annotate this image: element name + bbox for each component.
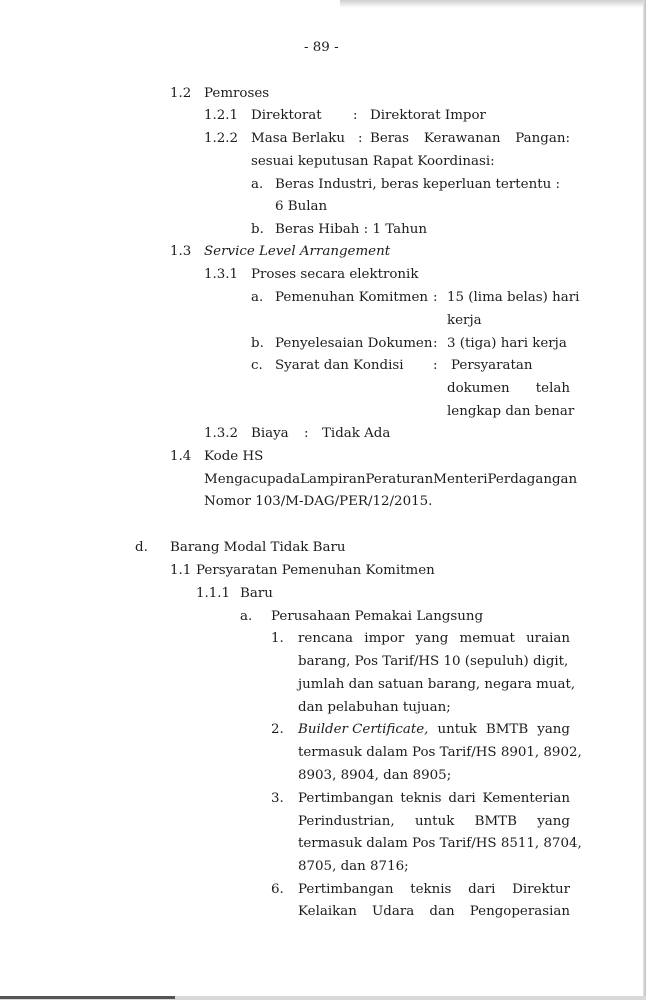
section-d-1-1-1-title: Baru [240, 586, 273, 601]
sla-item-b-marker: b. [251, 336, 264, 351]
list-item-3-line1 [298, 791, 570, 807]
list-item-6-line1 [298, 882, 570, 898]
page-number: - 89 - [304, 40, 339, 55]
word: untuk [414, 814, 455, 829]
sla-item-c-colon: : [433, 358, 438, 373]
sla-item-a-label: Pemenuhan Komitmen [275, 290, 429, 305]
section-1-2-title: Pemroses [204, 86, 270, 101]
section-1-2-1-number: 1.2.1 [204, 108, 239, 123]
word: Mengacu [204, 472, 267, 487]
section-1-3-2-value: Tidak Ada [322, 426, 391, 441]
word: Direktur [512, 882, 570, 897]
word: yang [415, 631, 449, 646]
word: dari [448, 791, 476, 806]
section-1-2-1-value: Direktorat Impor [370, 108, 486, 123]
list-item-2-line1 [298, 722, 570, 738]
section-1-2-2-number: 1.2.2 [204, 131, 239, 146]
word: BMTB [474, 814, 517, 829]
section-1-3-2-label: Biaya [251, 426, 289, 441]
list-item-1-line2: barang, Pos Tarif/HS 10 (sepuluh) digit, [298, 654, 569, 669]
word: rencana [298, 631, 354, 646]
list-item-1-line4: dan pelabuhan tujuan; [298, 700, 451, 715]
word: pada [266, 472, 301, 487]
section-1-4-number: 1.4 [170, 449, 192, 464]
section-1-3-number: 1.3 [170, 244, 192, 259]
sla-item-a-marker: a. [251, 290, 264, 305]
list-item-2-line3: 8903, 8904, dan 8905; [298, 768, 452, 783]
word: uraian [526, 631, 570, 646]
word: Udara [372, 904, 415, 919]
word: Pertimbangan [298, 791, 394, 806]
word: yang [537, 814, 570, 829]
section-1-4-line2: Nomor 103/M-DAG/PER/12/2015. [204, 494, 433, 509]
section-1-2-2-item-a-line2: 6 Bulan [275, 199, 328, 214]
word: memuat [459, 631, 515, 646]
word: BMTB [485, 722, 529, 737]
section-1-3-2-number: 1.3.2 [204, 426, 239, 441]
section-1-2-1-label: Direktorat [251, 108, 322, 123]
section-1-2-1-colon: : [353, 108, 358, 123]
list-item-6-line2 [298, 904, 570, 920]
word: Beras [370, 131, 410, 146]
scan-edge-top [340, 0, 646, 8]
section-d-title: Barang Modal Tidak Baru [170, 540, 346, 555]
word: Peraturan [365, 472, 434, 487]
word: teknis [410, 882, 452, 897]
word: Perdagangan [487, 472, 578, 487]
sla-item-c-value-line2 [447, 381, 570, 397]
sla-item-c-marker: c. [251, 358, 263, 373]
word: Pengoperasian [469, 904, 570, 919]
list-item-2-marker: 2. [271, 722, 284, 737]
word: dari [468, 882, 496, 897]
word: Menteri [433, 472, 488, 487]
word-italic: Builder Certificate, [298, 722, 429, 737]
section-1-2-2-item-a-line1: Beras Industri, beras keperluan tertentu : [275, 177, 560, 192]
word: impor [364, 631, 405, 646]
sla-item-a-colon: : [433, 290, 438, 305]
word: Kerawanan [423, 131, 501, 146]
sla-item-b-label: Penyelesaian Dokumen [275, 336, 433, 351]
section-1-2-2-value [370, 131, 570, 147]
section-1-3-title: Service Level Arrangement [204, 244, 391, 259]
list-item-3-line4: 8705, dan 8716; [298, 859, 409, 874]
section-d-marker: d. [135, 540, 148, 555]
sub-a-title: Perusahaan Pemakai Langsung [271, 609, 484, 624]
word: telah [535, 381, 570, 396]
word: dokumen [447, 381, 510, 396]
word: Pangan: [515, 131, 570, 146]
sla-item-b-value: 3 (tiga) hari kerja [447, 336, 567, 351]
section-1-2-2-colon: : [358, 131, 363, 146]
word: Kementerian [482, 791, 570, 806]
section-1-2-2-item-a-marker: a. [251, 177, 264, 192]
section-1-3-1-number: 1.3.1 [204, 267, 239, 282]
section-1-3-1-title: Proses secara elektronik [251, 267, 419, 282]
word: Pertimbangan [298, 882, 394, 897]
section-1-2-2-item-b: Beras Hibah : 1 Tahun [275, 222, 427, 237]
list-item-6-marker: 6. [271, 882, 284, 897]
list-item-1-line1 [298, 631, 570, 647]
sub-a-marker: a. [240, 609, 253, 624]
section-1-4-line1 [204, 472, 578, 488]
sla-item-b-colon: : [433, 336, 438, 351]
section-d-1-1-1-number: 1.1.1 [196, 586, 231, 601]
sla-item-a-value: 15 (lima belas) hari [447, 290, 580, 305]
sla-item-c-label: Syarat dan Kondisi [275, 358, 404, 373]
section-1-2-number: 1.2 [170, 86, 192, 101]
list-item-3-line2 [298, 814, 570, 830]
word: Kelaikan [298, 904, 357, 919]
sla-item-c-value-line3: lengkap dan benar [447, 404, 575, 419]
list-item-3-marker: 3. [271, 791, 284, 806]
word: untuk [437, 722, 477, 737]
word: Perindustrian, [298, 814, 395, 829]
list-item-1-line3: jumlah dan satuan barang, negara muat, [298, 677, 576, 692]
word: dan [429, 904, 455, 919]
sla-item-c-value: Persyaratan [451, 358, 533, 373]
section-1-4-title: Kode HS [204, 449, 264, 464]
word: teknis [400, 791, 442, 806]
section-1-2-2-label: Masa Berlaku [251, 131, 345, 146]
section-d-1-1-number: 1.1 [170, 563, 192, 578]
list-item-1-marker: 1. [271, 631, 284, 646]
list-item-2-line2: termasuk dalam Pos Tarif/HS 8901, 8902, [298, 745, 582, 760]
word: yang [537, 722, 570, 737]
list-item-3-line3: termasuk dalam Pos Tarif/HS 8511, 8704, [298, 836, 582, 851]
sla-item-a-value-line2: kerja [447, 313, 482, 328]
word: Lampiran [300, 472, 366, 487]
section-1-2-2-item-b-marker: b. [251, 222, 264, 237]
scan-edge-bottom-left [0, 996, 175, 999]
section-1-3-2-colon: : [304, 426, 309, 441]
section-1-2-2-line2: sesuai keputusan Rapat Koordinasi: [251, 154, 495, 169]
section-d-1-1-title: Persyaratan Pemenuhan Komitmen [196, 563, 435, 578]
